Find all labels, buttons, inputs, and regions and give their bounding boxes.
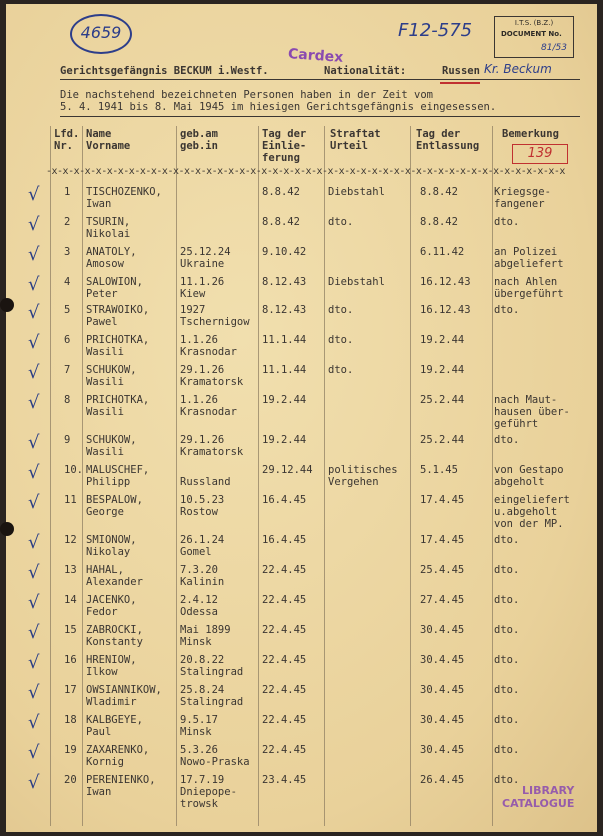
cell-remark: nach Maut- hausen über- geführt xyxy=(494,394,570,430)
cell-name: SMIONOW, Nikolay xyxy=(86,534,137,558)
cell-name: PRICHOTKA, Wasili xyxy=(86,334,150,358)
cell-born: 1.1.26 Krasnodar xyxy=(180,394,237,418)
cell-nr: 14 xyxy=(64,594,77,606)
cell-out: 5.1.45 xyxy=(420,464,458,476)
cell-born: Russland xyxy=(180,476,231,488)
cell-born: 20.8.22 Stalingrad xyxy=(180,654,244,678)
col-line-6 xyxy=(410,126,411,826)
cell-born: 5.3.26 Nowo-Praska xyxy=(180,744,250,768)
header-admission: Tag der Einlie- ferung xyxy=(262,128,307,164)
cardex-stamp: Cardex xyxy=(287,46,344,66)
cell-out: 16.12.43 xyxy=(420,276,471,288)
stamp-label: DOCUMENT No. xyxy=(501,30,562,38)
cell-remark: dto. xyxy=(494,624,520,636)
check-mark-icon: √ xyxy=(28,712,40,733)
check-mark-icon: √ xyxy=(28,622,40,643)
check-mark-icon: √ xyxy=(28,562,40,583)
col-line-2 xyxy=(82,126,83,826)
cell-nr: 9 xyxy=(64,434,71,446)
header-name: Name Vorname xyxy=(86,128,131,152)
intro-underline xyxy=(60,116,580,117)
cell-nr: 13 xyxy=(64,564,77,576)
cell-remark: dto. xyxy=(494,534,520,546)
cell-name: TSURIN, Nikolai xyxy=(86,216,131,240)
cell-in: 19.2.44 xyxy=(262,434,307,446)
cell-nr: 3 xyxy=(64,246,71,258)
check-mark-icon: √ xyxy=(28,274,40,295)
cell-born: 7.3.20 Kalinin xyxy=(180,564,225,588)
cell-born: 1.1.26 Krasnodar xyxy=(180,334,237,358)
check-mark-icon: √ xyxy=(28,592,40,613)
cell-out: 30.4.45 xyxy=(420,744,465,756)
cell-out: 19.2.44 xyxy=(420,364,465,376)
cell-offense: politisches Vergehen xyxy=(328,464,398,488)
cell-in: 16.4.45 xyxy=(262,494,307,506)
cell-nr: 5 xyxy=(64,304,71,316)
cell-remark: dto. xyxy=(494,654,520,666)
intro-line-2: 5. 4. 1941 bis 8. Mai 1945 im hiesigen Gerichtsgefängnis eingesessen. xyxy=(60,101,497,113)
cell-in: 22.4.45 xyxy=(262,654,307,666)
prison-title: Gerichtsgefängnis BECKUM i.Westf. xyxy=(60,65,269,77)
cell-nr: 8 xyxy=(64,394,71,406)
cell-name: STRAWOIKO, Pawel xyxy=(86,304,150,328)
cell-remark: dto. xyxy=(494,434,520,446)
cell-remark: dto. xyxy=(494,744,520,756)
cell-born: 2.4.12 Odessa xyxy=(180,594,218,618)
cell-born: 29.1.26 Kramatorsk xyxy=(180,364,244,388)
cell-out: 8.8.42 xyxy=(420,216,458,228)
cell-in: 22.4.45 xyxy=(262,684,307,696)
cell-name: KALBGEYE, Paul xyxy=(86,714,143,738)
cell-name: SALOWION, Peter xyxy=(86,276,143,300)
cell-born: 26.1.24 Gomel xyxy=(180,534,225,558)
cell-in: 29.12.44 xyxy=(262,464,313,476)
cell-remark: nach Ahlen übergeführt xyxy=(494,276,564,300)
cell-nr: 17 xyxy=(64,684,77,696)
header-remarks: Bemerkung xyxy=(502,128,559,140)
cell-name: JACENKO, Fedor xyxy=(86,594,137,618)
header-release: Tag der Entlassung xyxy=(416,128,480,152)
cell-in: 8.12.43 xyxy=(262,304,307,316)
cell-remark: Kriegsge- fangener xyxy=(494,186,551,210)
cell-nr: 1 xyxy=(64,186,71,198)
check-mark-icon: √ xyxy=(28,302,40,323)
cell-out: 30.4.45 xyxy=(420,714,465,726)
cell-in: 8.8.42 xyxy=(262,186,300,198)
remarks-box-number: 139 xyxy=(512,144,568,164)
cell-out: 26.4.45 xyxy=(420,774,465,786)
check-mark-icon: √ xyxy=(28,184,40,205)
header-lfd: Lfd. Nr. xyxy=(54,128,80,152)
document-stamp xyxy=(494,16,574,58)
cell-remark: dto. xyxy=(494,594,520,606)
cell-remark: dto. xyxy=(494,564,520,576)
cell-out: 27.4.45 xyxy=(420,594,465,606)
cell-in: 9.10.42 xyxy=(262,246,307,258)
cell-born: 17.7.19 Dniepope- trowsk xyxy=(180,774,237,810)
cell-remark: dto. xyxy=(494,304,520,316)
cell-born: 29.1.26 Kramatorsk xyxy=(180,434,244,458)
cell-born: 10.5.23 Rostow xyxy=(180,494,225,518)
cell-nr: 4 xyxy=(64,276,71,288)
nationality-value: Russen xyxy=(442,65,480,77)
stamp-org: I.T.S. (B.Z.) xyxy=(514,19,554,27)
cell-remark: dto. xyxy=(494,216,520,228)
cell-out: 25.2.44 xyxy=(420,434,465,446)
cell-name: SCHUKOW, Wasili xyxy=(86,434,137,458)
cell-in: 22.4.45 xyxy=(262,624,307,636)
punch-hole-bottom xyxy=(0,522,14,536)
cell-born: 25.12.24 Ukraine xyxy=(180,246,231,270)
check-mark-icon: √ xyxy=(28,362,40,383)
cell-name: SCHUKOW, Wasili xyxy=(86,364,137,388)
cell-remark: dto. xyxy=(494,714,520,726)
cell-out: 17.4.45 xyxy=(420,494,465,506)
cell-in: 8.8.42 xyxy=(262,216,300,228)
check-mark-icon: √ xyxy=(28,432,40,453)
check-mark-icon: √ xyxy=(28,462,40,483)
circled-number: 4659 xyxy=(70,14,132,54)
cell-out: 8.8.42 xyxy=(420,186,458,198)
check-mark-icon: √ xyxy=(28,392,40,413)
cell-out: 6.11.42 xyxy=(420,246,465,258)
cell-in: 22.4.45 xyxy=(262,714,307,726)
header-born: geb.am geb.in xyxy=(180,128,218,152)
cell-nr: 7 xyxy=(64,364,71,376)
cell-nr: 18 xyxy=(64,714,77,726)
cell-out: 25.2.44 xyxy=(420,394,465,406)
x-separator: -x-x-x-x-x-x-x-x-x-x-x-x-x-x-x-x-x-x-x-x-x-x-x-x-x-x-x-x-x-x-x-x-x-x-x-x-x-x-x-x-x-x-x-x-x-x-x xyxy=(46,166,565,177)
cell-nr: 12 xyxy=(64,534,77,546)
cell-in: 8.12.43 xyxy=(262,276,307,288)
check-mark-icon: √ xyxy=(28,214,40,235)
cell-name: TISCHOZENKO, Iwan xyxy=(86,186,162,210)
check-mark-icon: √ xyxy=(28,652,40,673)
cell-remark: eingeliefert u.abgeholt von der MP. xyxy=(494,494,570,530)
col-line-5 xyxy=(324,126,325,826)
red-underline xyxy=(440,82,480,84)
cell-offense: Diebstahl xyxy=(328,276,385,288)
cell-name: ZABROCKI, Konstanty xyxy=(86,624,143,648)
cell-nr: 2 xyxy=(64,216,71,228)
cell-remark: dto. xyxy=(494,684,520,696)
check-mark-icon: √ xyxy=(28,532,40,553)
library-stamp xyxy=(502,784,574,810)
document-page xyxy=(6,4,597,832)
cell-name: MALUSCHEF, Philipp xyxy=(86,464,150,488)
cell-born: 11.1.26 Kiew xyxy=(180,276,225,300)
cell-remark: dto. xyxy=(494,774,520,786)
cell-in: 11.1.44 xyxy=(262,364,307,376)
cell-nr: 20 xyxy=(64,774,77,786)
cell-nr: 11 xyxy=(64,494,77,506)
cell-out: 25.4.45 xyxy=(420,564,465,576)
col-line-1 xyxy=(50,126,51,826)
stamp-number: 81/53 xyxy=(541,43,567,53)
library-stamp-line-2: CATALOGUE xyxy=(502,797,575,810)
nationality-handwritten: Kr. Beckum xyxy=(484,62,552,76)
col-line-3 xyxy=(176,126,177,826)
cell-born: 9.5.17 Minsk xyxy=(180,714,218,738)
cell-out: 17.4.45 xyxy=(420,534,465,546)
cell-offense: Diebstahl xyxy=(328,186,385,198)
header-offense: Straftat Urteil xyxy=(330,128,381,152)
cell-in: 16.4.45 xyxy=(262,534,307,546)
col-line-7 xyxy=(492,126,493,826)
cell-remark: an Polizei abgeliefert xyxy=(494,246,564,270)
cell-born: 25.8.24 Stalingrad xyxy=(180,684,244,708)
cell-offense: dto. xyxy=(328,216,354,228)
cell-offense: dto. xyxy=(328,334,354,346)
cell-name: PERENIENKO, Iwan xyxy=(86,774,156,798)
cell-born: Mai 1899 Minsk xyxy=(180,624,231,648)
check-mark-icon: √ xyxy=(28,772,40,793)
cell-in: 22.4.45 xyxy=(262,744,307,756)
cell-out: 30.4.45 xyxy=(420,654,465,666)
check-mark-icon: √ xyxy=(28,682,40,703)
cell-remark: von Gestapo abgeholt xyxy=(494,464,564,488)
cell-nr: 16 xyxy=(64,654,77,666)
cell-nr: 10. xyxy=(64,464,83,476)
check-mark-icon: √ xyxy=(28,742,40,763)
cell-out: 30.4.45 xyxy=(420,624,465,636)
intro-line-1: Die nachstehend bezeichneten Personen haben in der Zeit vom xyxy=(60,89,433,101)
check-mark-icon: √ xyxy=(28,332,40,353)
check-mark-icon: √ xyxy=(28,492,40,513)
cell-name: ZAXARENKO, Kornig xyxy=(86,744,150,768)
cell-name: ANATOLY, Amosow xyxy=(86,246,137,270)
cell-born: 1927 Tschernigow xyxy=(180,304,250,328)
punch-hole-top xyxy=(0,298,14,312)
header-underline xyxy=(60,79,580,80)
cell-name: OWSIANNIKOW, Wladimir xyxy=(86,684,162,708)
cell-offense: dto. xyxy=(328,364,354,376)
cell-nr: 15 xyxy=(64,624,77,636)
check-mark-icon: √ xyxy=(28,244,40,265)
cell-name: HAHAL, Alexander xyxy=(86,564,143,588)
cell-out: 19.2.44 xyxy=(420,334,465,346)
nationality-label: Nationalität: xyxy=(324,65,407,77)
cell-name: PRICHOTKA, Wasili xyxy=(86,394,150,418)
cell-in: 22.4.45 xyxy=(262,594,307,606)
cell-name: HRENIOW, Ilkow xyxy=(86,654,137,678)
cell-in: 23.4.45 xyxy=(262,774,307,786)
cell-out: 30.4.45 xyxy=(420,684,465,696)
library-stamp-line-1: LIBRARY xyxy=(522,784,575,797)
cell-in: 11.1.44 xyxy=(262,334,307,346)
cell-nr: 19 xyxy=(64,744,77,756)
cell-in: 19.2.44 xyxy=(262,394,307,406)
cell-nr: 6 xyxy=(64,334,71,346)
cell-name: BESPALOW, George xyxy=(86,494,143,518)
file-reference: F12-575 xyxy=(398,20,473,41)
cell-offense: dto. xyxy=(328,304,354,316)
cell-in: 22.4.45 xyxy=(262,564,307,576)
cell-out: 16.12.43 xyxy=(420,304,471,316)
col-line-4 xyxy=(258,126,259,826)
